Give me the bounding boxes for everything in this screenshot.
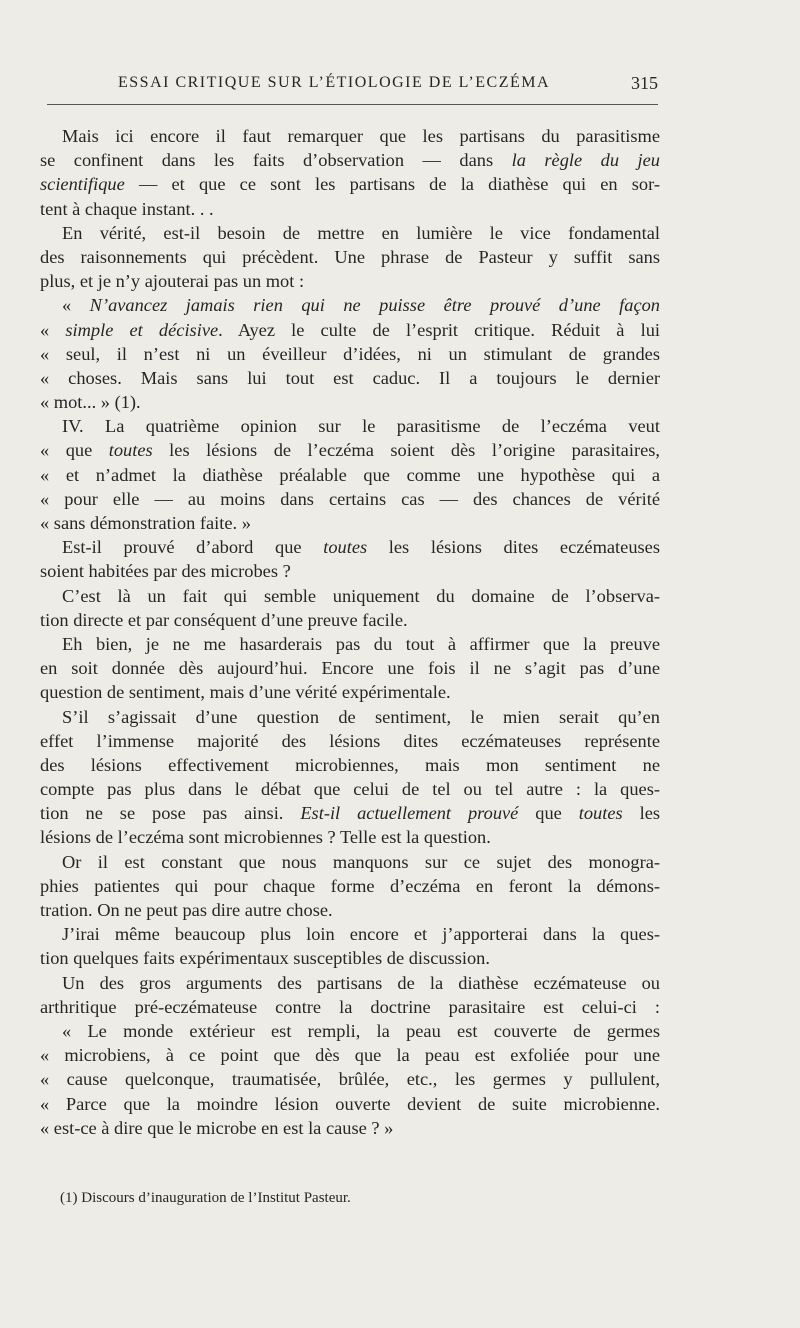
page-number: 315 xyxy=(631,73,658,93)
text-line: compte pas plus dans le débat que celui de tel ou tel autre : la ques- xyxy=(40,779,660,800)
text-line: question de sentiment, mais d’une vérité expérimentale. xyxy=(40,682,451,703)
text-line: Mais ici encore il faut remarquer que les partisans du parasitisme xyxy=(62,126,660,146)
text-line: « cause quelconque, traumatisée, brûlée, etc., les germes y pullulent, xyxy=(40,1069,660,1090)
text-line: Un des gros arguments des partisans de la diathèse eczémateuse ou xyxy=(62,972,660,993)
text-line: tion ne se pose pas ainsi. Est-il actuellement prouvé que toutes les xyxy=(40,803,661,824)
text-line: « pour elle — au moins dans certains cas — des chances de vérité xyxy=(40,488,660,509)
text-line: effet l’immense majorité des lésions dites eczémateuses représente xyxy=(40,730,660,751)
text-line: « Parce que la moindre lésion ouverte devient de suite microbienne. xyxy=(40,1093,660,1114)
text-line: « N’avancez jamais rien qui ne puisse être prouvé d’une façon xyxy=(62,295,660,316)
body-text xyxy=(40,124,660,1140)
text-line: tion directe et par conséquent d’une preuve facile. xyxy=(40,609,408,630)
text-line: C’est là un fait qui semble uniquement du domaine de l’observa- xyxy=(62,585,660,606)
text-line: « que toutes les lésions de l’eczéma soient dès l’origine parasitaires, xyxy=(40,440,660,461)
text-line: phies patientes qui pour chaque forme d’eczéma en feront la démons- xyxy=(40,875,660,896)
text-line: des raisonnements qui précèdent. Une phrase de Pasteur y suffit sans xyxy=(40,246,660,267)
text-line: « seul, il n’est ni un éveilleur d’idées, ni un stimulant de grandes xyxy=(40,343,660,364)
text-line: « mot... » (1). xyxy=(40,392,141,413)
text-line: des lésions effectivement microbiennes, mais mon sentiment ne xyxy=(40,754,660,775)
text-line: « sans démonstration faite. » xyxy=(40,513,251,533)
text-line: « et n’admet la diathèse préalable que comme une hypothèse qui a xyxy=(40,464,660,485)
text-line: se confinent dans les faits d’observation — dans la règle du jeu xyxy=(40,150,660,171)
running-header xyxy=(118,70,658,100)
text-line: En vérité, est-il besoin de mettre en lumière le vice fondamental xyxy=(62,222,660,243)
text-line: tion quelques faits expérimentaux susceptibles de discussion. xyxy=(40,948,490,969)
running-title: ESSAI CRITIQUE SUR L’ÉTIOLOGIE DE L’ECZÉMA xyxy=(118,74,551,91)
text-line: tration. On ne peut pas dire autre chose. xyxy=(40,900,333,920)
text-line: J’irai même beaucoup plus loin encore et j’apporterai dans la ques- xyxy=(62,924,660,945)
text-line: « Le monde extérieur est rempli, la peau est couverte de germes xyxy=(62,1020,660,1041)
text-line: Est-il prouvé d’abord que toutes les lésions dites eczémateuses xyxy=(62,537,660,558)
text-line: lésions de l’eczéma sont microbiennes ? Telle est la question. xyxy=(40,827,491,848)
text-line: « est-ce à dire que le microbe en est la cause ? » xyxy=(40,1117,394,1138)
text-line: « simple et décisive. Ayez le culte de l’esprit critique. Réduit à lui xyxy=(40,319,660,340)
text-line: « choses. Mais sans lui tout est caduc. Il a toujours le dernier xyxy=(40,367,660,388)
text-line: arthritique pré-eczémateuse contre la doctrine parasitaire est celui-ci : xyxy=(40,996,660,1017)
text-line: en soit donnée dès aujourd’hui. Encore une fois il ne s’agit pas d’une xyxy=(40,658,660,679)
text-line: tent à chaque instant. . . xyxy=(40,198,214,219)
text-line: soient habitées par des microbes ? xyxy=(40,561,291,582)
text-line: « microbiens, à ce point que dès que la peau est exfoliée pour une xyxy=(40,1045,660,1066)
text-line: Or il est constant que nous manquons sur ce sujet des monogra- xyxy=(62,851,660,872)
header-rule xyxy=(47,104,658,105)
text-line: Eh bien, je ne me hasarderais pas du tout à affirmer que la preuve xyxy=(62,633,660,654)
text-line: plus, et je n’y ajouterai pas un mot : xyxy=(40,271,305,292)
footnote: (1) Discours d’inauguration de l’Institut Pasteur. xyxy=(60,1190,351,1206)
text-line: S’il s’agissait d’une question de sentiment, le mien serait qu’en xyxy=(62,706,660,727)
text-line: IV. La quatrième opinion sur le parasitisme de l’eczéma veut xyxy=(62,416,660,437)
text-line: scientifique — et que ce sont les partisans de la diathèse qui en sor- xyxy=(40,174,660,195)
